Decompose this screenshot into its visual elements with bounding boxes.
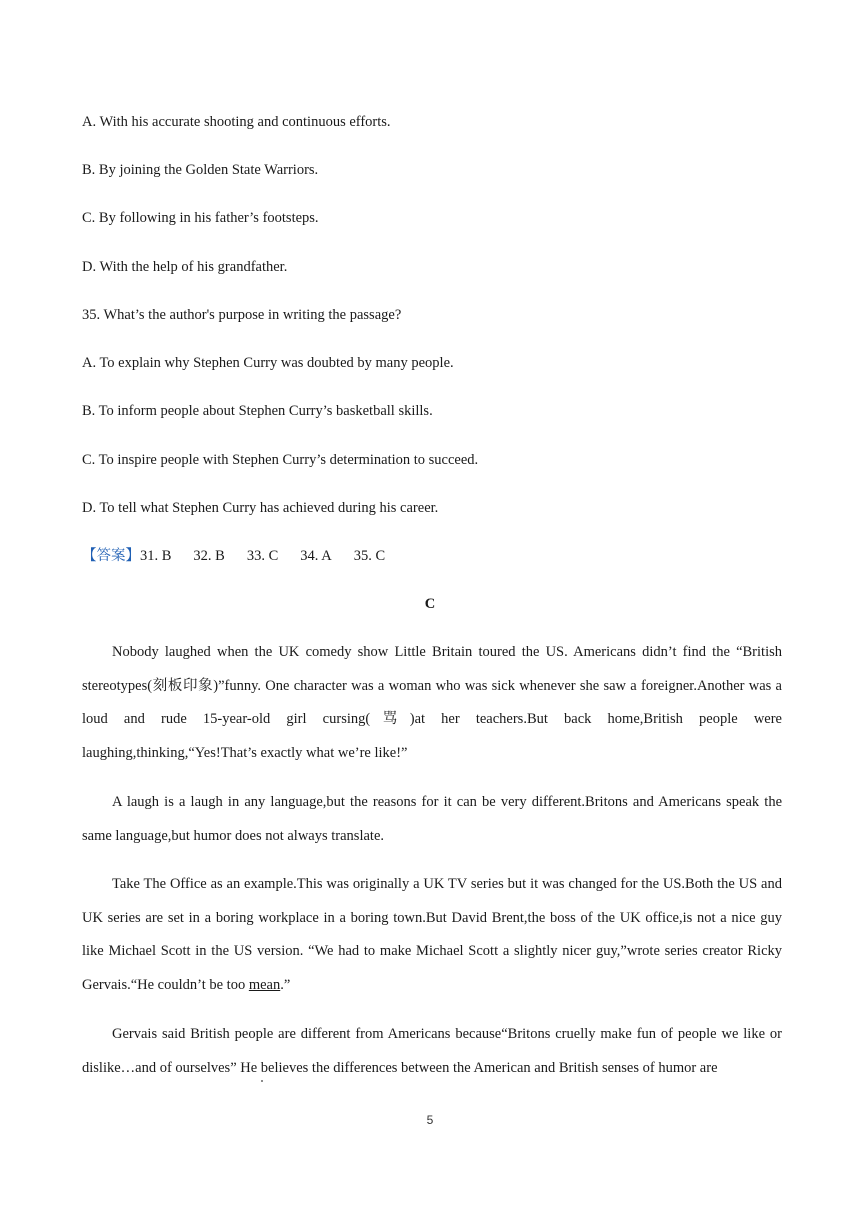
option-35-c: C. To inspire people with Stephen Curry’s determination to succeed. bbox=[82, 452, 479, 468]
stray-mark bbox=[261, 1080, 263, 1082]
option-35-d: D. To tell what Stephen Curry has achieved during his career. bbox=[82, 500, 439, 516]
answer-key bbox=[82, 547, 407, 565]
paragraph-3-text: Take The Office as an example.This was originally a UK TV series but it was changed for the US.Both the US and UK series are set in a boring workplace in a boring town.But David Brent,the boss of the UK office,is not a nice guy like Michael Scott in the US version. “We had to make Michael Scott a slightly nicer guy,”wrote series creator Ricky Gervais.“He couldn’t be too bbox=[82, 876, 782, 993]
section-heading: C bbox=[424, 596, 436, 612]
answer-item: 34. A bbox=[300, 548, 332, 564]
passage-paragraph-3 bbox=[82, 868, 782, 1002]
answer-item: 32. B bbox=[193, 548, 225, 564]
passage-paragraph-1: Nobody laughed when the UK comedy show Little Britain toured the US. Americans didn’t find the “British stereotypes(刻板印象)”funny. One character was a woman who was sick whenever she saw a foreigner.Another was a loud and rude 15-year-old girl cursing(骂)at her teachers.But back home,British people were laughing,thinking,“Yes!That’s exactly what we’re like!” bbox=[82, 644, 782, 761]
option-35-b: B. To inform people about Stephen Curry’s basketball skills. bbox=[82, 403, 433, 419]
answer-item: 35. C bbox=[353, 548, 386, 564]
option-34-c: C. By following in his father’s footsteps. bbox=[82, 210, 319, 226]
option-35-a: A. To explain why Stephen Curry was doubted by many people. bbox=[82, 355, 454, 371]
option-34-a: A. With his accurate shooting and continuous efforts. bbox=[82, 114, 391, 130]
answer-item: 31. B bbox=[140, 548, 172, 564]
option-34-b: B. By joining the Golden State Warriors. bbox=[82, 162, 319, 178]
passage-paragraph-2: A laugh is a laugh in any language,but the reasons for it can be very different.Britons and Americans speak the same language,but humor does not always translate. bbox=[82, 794, 782, 844]
question-35-stem: 35. What’s the author's purpose in writing the passage? bbox=[82, 307, 402, 323]
passage-paragraph-4: Gervais said British people are different from Americans because“Britons cruelly make fun of people we like or dislike…and of ourselves” He believes the differences between the American and British senses of humor are bbox=[82, 1026, 782, 1076]
option-34-d: D. With the help of his grandfather. bbox=[82, 259, 288, 275]
page-number: 5 bbox=[426, 1113, 434, 1127]
paragraph-3-end: .” bbox=[280, 976, 291, 993]
underlined-word: mean bbox=[248, 976, 281, 993]
answer-label: 【答案】 bbox=[82, 548, 140, 564]
answer-item: 33. C bbox=[246, 548, 279, 564]
